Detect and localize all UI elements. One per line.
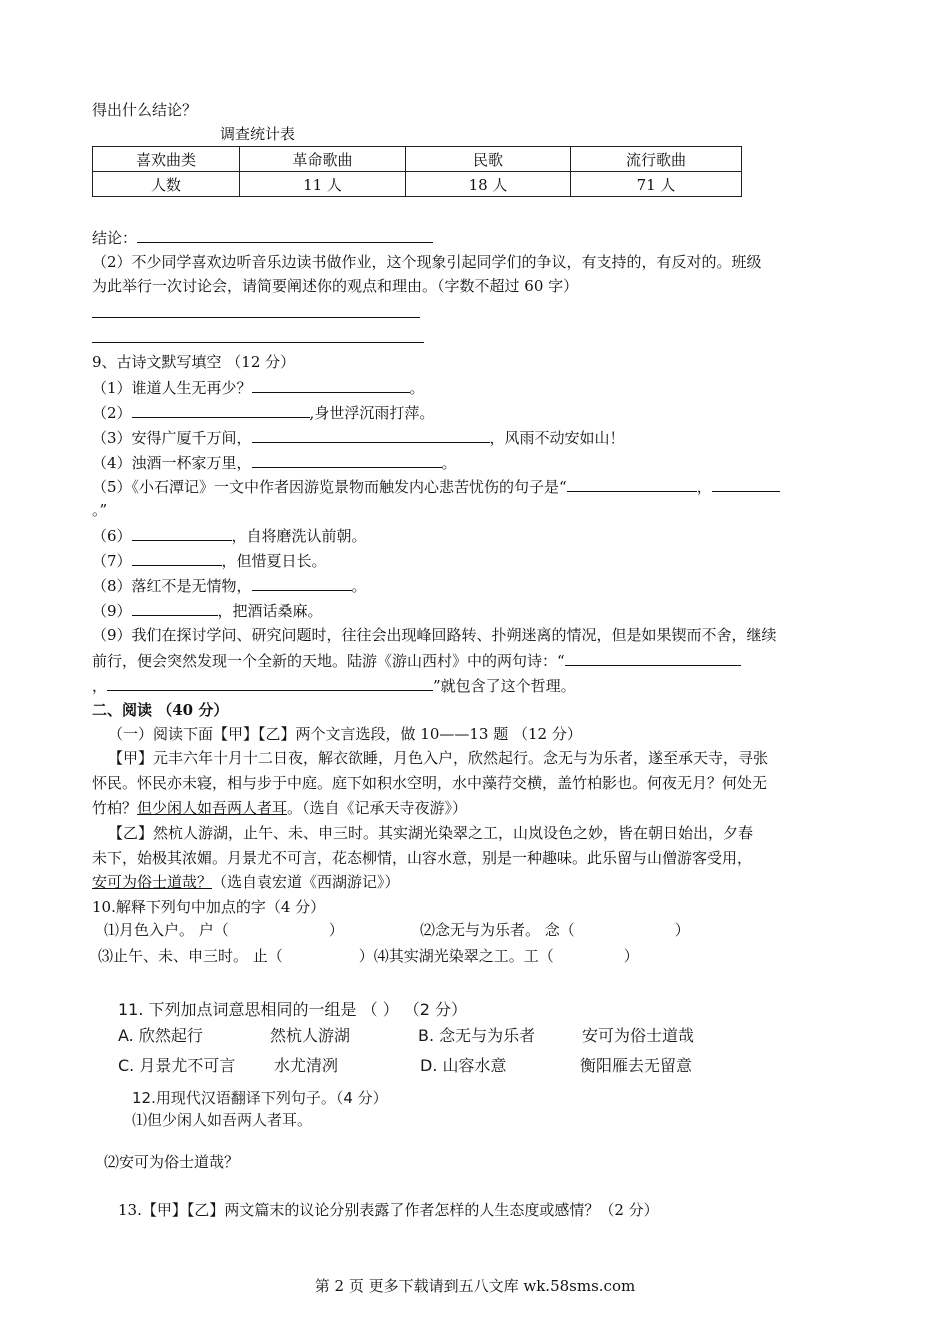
q9-item-4: （4）浊酒一杯家万里， 。 [92,454,457,472]
passage-yi-2: 未下，始极其浓媚。月景尤不可言，花态柳情，山容水意，别是一种趣味。此乐留与山僧游客受用， [92,849,753,867]
q2-line2: 为此举行一次讨论会，请简要阐述你的观点和理由。（字数不超过 60 字） [92,277,579,295]
q13-text: 13.【甲】【乙】两文篇末的议论分别表露了作者怎样的人生态度或感情？（2 分） [118,1201,659,1219]
q11-option-a: A. 欣然起行 [118,1026,203,1045]
q10-row1b: ⑵念无与为乐者。 念（ ） [420,921,690,939]
q11-option-c: C. 月景尤不可言 [118,1056,236,1075]
answer-line[interactable] [92,317,420,318]
table-title: 调查统计表 [220,125,296,143]
passage-jia-1: 【甲】元丰六年十月十二日夜，解衣欲睡，月色入户，欣然起行。念无与为乐者，遂至承天寺，寻张 [108,749,769,767]
conclusion-line [92,227,433,248]
q9-title: 9、古诗文默写填空 （12 分） [92,353,296,371]
passage-yi-3: 安可为俗士道哉？（选自袁宏道《西湖游记》） [92,873,400,891]
q11-option-c2: 水尤清冽 [274,1056,339,1075]
q9-item-8: （8）落红不是无情物， 。 [92,577,367,595]
q10-title: 10.解释下列句中加点的字（4 分） [92,898,326,916]
passage-jia-3: 竹柏？但少闲人如吾两人者耳。（选自《记承天寺夜游》） [92,799,468,817]
intro-text: 得出什么结论？ [92,101,198,119]
fill-blank[interactable] [252,377,410,393]
conclusion-label: 结论： [92,229,138,247]
q9-item-6: （6） ，自将磨洗认前朝。 [92,527,367,545]
q9-item-2: （2） ,身世浮沉雨打萍。 [92,404,435,422]
fill-blank[interactable] [132,525,232,541]
q12-title: 12.用现代汉语翻译下列句子。（4 分） [132,1089,388,1107]
fill-blank[interactable] [107,675,433,691]
q11-option-a2: 然杭人游湖 [270,1026,351,1045]
table-cell: 革命歌曲 [240,147,406,172]
fill-blank[interactable] [132,600,218,616]
q9-item-7: （7） ，但惜夏日长。 [92,552,327,570]
passage-yi-1: 【乙】然杭人游湖，止午、未、申三时。其实湖光染翠之工，山岚设色之妙，皆在朝日始出，夕春 [108,824,754,842]
section-title: 二、阅读 （40 分） [92,701,229,719]
passage-jia-2: 怀民。怀民亦未寝，相与步于中庭。庭下如积水空明，水中藻荇交横，盖竹柏影也。何夜无月？何处无 [92,774,768,792]
q9-item-3: （3）安得广厦千万间， ，风雨不动安如山！ [92,429,625,447]
table-cell: 人数 [93,172,240,197]
table-row [93,172,742,197]
conclusion-blank[interactable] [137,227,433,243]
table-cell: 流行歌曲 [571,147,742,172]
q9-item-5-end: 。” [92,501,108,519]
q11-option-d2: 衡阳雁去无留意 [580,1056,693,1075]
stat-table [92,146,742,197]
table-header-row [93,147,742,172]
fill-blank[interactable] [712,476,780,492]
table-cell: 11 人 [240,172,406,197]
q9-item-1: （1）谁道人生无再少？ 。 [92,379,425,397]
table-cell: 18 人 [406,172,571,197]
fill-blank[interactable] [252,452,442,468]
q10-row1: ⑴月色入户。 户（ ） [104,921,344,939]
table-cell: 民歌 [406,147,571,172]
q10-row2: ⑶止午、未、申三时。 止（ ）⑷其实湖光染翠之工。工（ ） [98,947,639,965]
fill-blank[interactable] [252,427,490,443]
q2-line1: （2）不少同学喜欢边听音乐边读书做作业，这个现象引起同学们的争议，有支持的，有反对的。班级 [92,253,762,271]
q12-sentence-1: ⑴但少闲人如吾两人者耳。 [132,1111,313,1129]
q11-option-b2: 安可为俗士道哉 [582,1026,695,1045]
fill-blank[interactable] [565,650,741,666]
q9-item-10-line3: ， ”就包含了这个哲理。 [92,677,576,695]
q11-title: 11. 下列加点词意思相同的一组是 （ ） （2 分） [118,1000,468,1019]
q9-item-5: （5）《小石潭记》一文中作者因游览景物而触发内心悲苦忧伤的句子是“ ， [92,476,780,497]
page-footer: 第 2 页 更多下载请到五八文库 wk.58sms.com [314,1277,636,1295]
q11-option-b: B. 念无与为乐者 [418,1026,536,1045]
q12-sentence-2: ⑵安可为俗士道哉？ [104,1153,240,1171]
fill-blank[interactable] [132,402,310,418]
q9-item-9: （9） ，把酒话桑麻。 [92,602,323,620]
table-cell: 71 人 [571,172,742,197]
table-cell: 喜欢曲类 [93,147,240,172]
fill-blank[interactable] [132,550,222,566]
q9-item-10-line1: （9）我们在探讨学问、研究问题时，往往会出现峰回路转、扑朔迷离的情况，但是如果锲而不舍，继续 [92,626,777,644]
fill-blank[interactable] [567,476,697,492]
answer-line[interactable] [92,342,424,343]
section-sub: （一）阅读下面【甲】【乙】两个文言选段，做 10——13 题 （12 分） [108,725,582,743]
fill-blank[interactable] [252,575,352,591]
q11-option-d: D. 山容水意 [420,1056,507,1075]
q9-item-10-line2: 前行，便会突然发现一个全新的天地。陆游《游山西村》中的两句诗：“ [92,650,741,671]
